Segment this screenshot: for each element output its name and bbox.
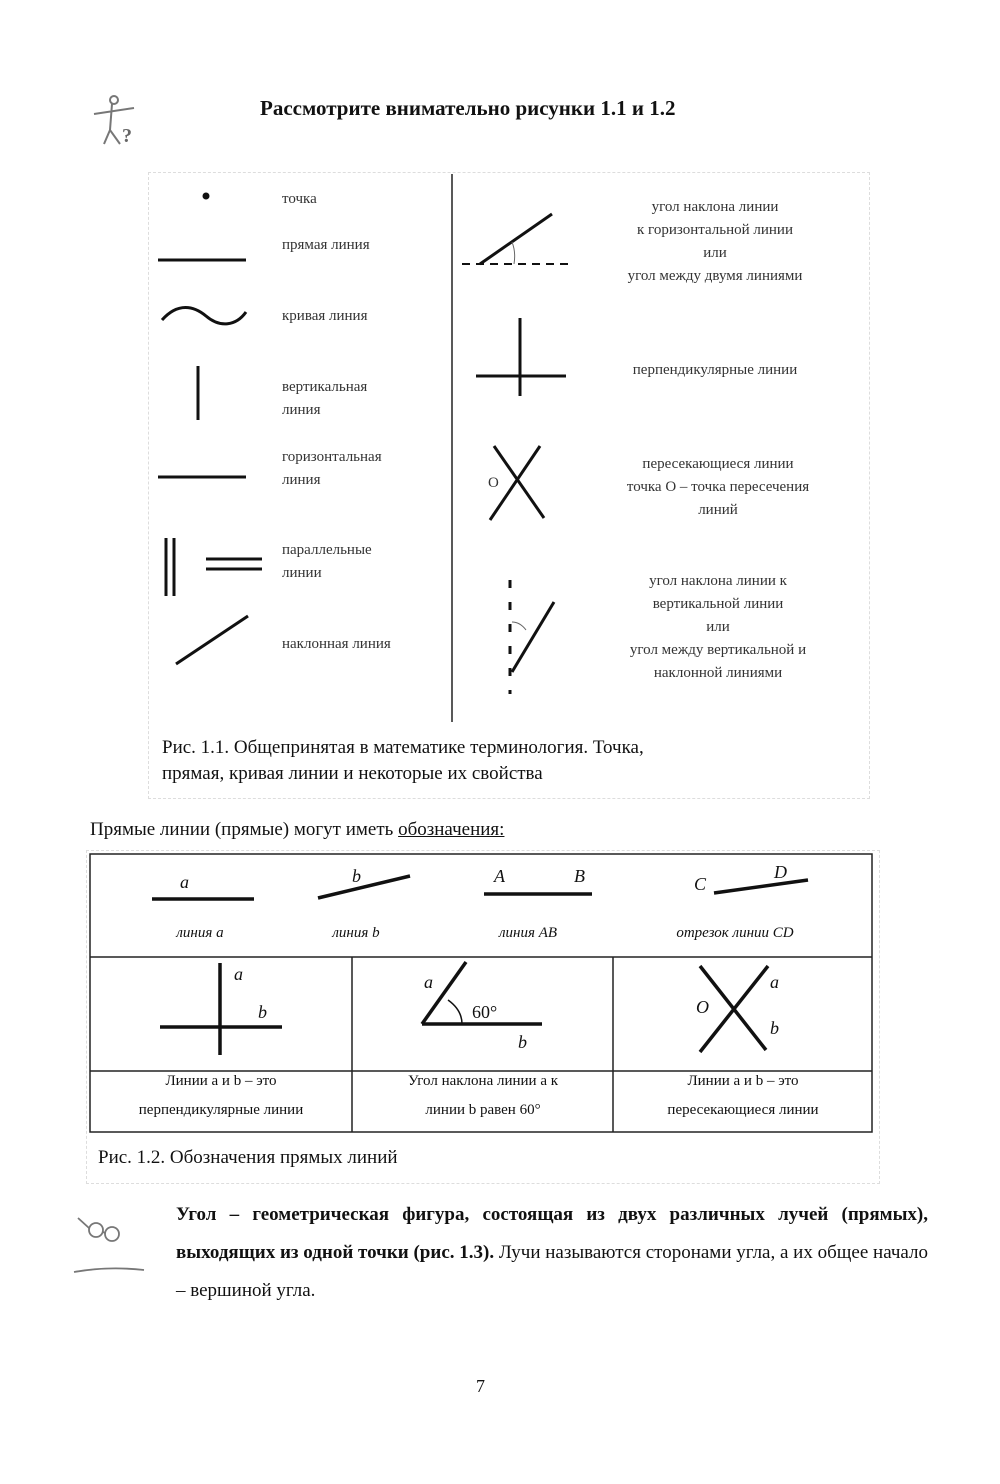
letter-a-row1: a <box>180 872 189 892</box>
segment-cd-symbol <box>714 880 808 893</box>
caption-line-a: линия a <box>176 925 224 941</box>
label-intersecting: пересекающиеся линии точка О – точка пересечения линий <box>626 456 810 518</box>
definition-bold: Угол – геометрическая фигура, состоящая из двух различных лучей (прямых), выходящих из одной точки (рис. 1.3). <box>176 1204 928 1263</box>
figure-1-1-caption-line2: прямая, кривая линии и некоторые их свойства <box>162 763 543 784</box>
angle-60-arc <box>448 1000 462 1024</box>
caption-line-b: линия b <box>332 925 380 941</box>
figure-1-1-caption-line1: Рис. 1.1. Общепринятая в математике терминология. Точка, <box>162 737 644 758</box>
intersection-point-label: O <box>488 475 499 491</box>
intersect-letter-a: a <box>770 972 779 992</box>
label-inclined-line: наклонная линия <box>282 636 391 652</box>
intro-text-main: Прямые линии (прямые) могут иметь <box>90 819 399 840</box>
angle-letter-a: a <box>424 972 433 992</box>
label-vertical-line: вертикальная линия <box>282 379 368 418</box>
label-horizontal-line: горизонтальная линия <box>282 449 382 488</box>
perp-letter-b: b <box>258 1002 267 1022</box>
perp-letter-a: a <box>234 964 243 984</box>
intro-text-underlined: обозначения: <box>398 819 505 840</box>
letter-B: B <box>574 866 585 886</box>
label-perpendicular: перпендикулярные линии <box>632 362 798 378</box>
intersect-desc-line1: Линии a и b – это <box>687 1073 799 1089</box>
letter-C: C <box>694 874 707 894</box>
label-angle-horizontal: угол наклона линии к горизонтальной линии или угол между двумя линиями <box>627 199 803 284</box>
caption-line-ab: линия AB <box>498 925 558 941</box>
svg-text:?: ? <box>122 125 132 147</box>
page-number: 7 <box>476 1376 485 1396</box>
perpendicular-desc-line1: Линии a и b – это <box>165 1073 277 1089</box>
label-parallel-lines: параллельные линии <box>282 542 372 581</box>
figure-1-2-caption: Рис. 1.2. Обозначения прямых линий <box>98 1147 398 1168</box>
intersect-desc-line2: пересекающиеся линии <box>667 1102 819 1118</box>
label-straight-line: прямая линия <box>282 237 370 253</box>
perpendicular-desc-line2: перпендикулярные линии <box>138 1102 304 1118</box>
angle-desc-line2: линии b равен 60° <box>425 1102 541 1118</box>
glasses-icon <box>68 1208 148 1283</box>
angle-60-label: 60° <box>472 1002 498 1022</box>
angle-desc-line1: Угол наклона линии a к <box>407 1073 559 1089</box>
letter-b-row1: b <box>352 866 361 886</box>
label-curve-line: кривая линия <box>282 308 368 324</box>
page-heading: Рассмотрите внимательно рисунки 1.1 и 1.2 <box>260 96 676 120</box>
letter-D: D <box>774 862 787 882</box>
angle-letter-b: b <box>518 1032 527 1052</box>
intersect-point-O: O <box>696 997 709 1017</box>
intersect-letter-b: b <box>770 1018 779 1038</box>
label-angle-vertical: угол наклона линии к вертикальной линии или угол между вертикальной и наклонной линиями <box>629 573 807 681</box>
label-point: точка <box>282 191 317 207</box>
line-b-symbol <box>318 876 410 898</box>
caption-segment-cd: отрезок линии CD <box>676 925 794 941</box>
definition-paragraph <box>176 1196 928 1310</box>
letter-A: A <box>494 866 505 886</box>
definition-rest: Лучи называются сторонами угла, а их общее начало – вершиной угла. <box>176 1242 929 1301</box>
